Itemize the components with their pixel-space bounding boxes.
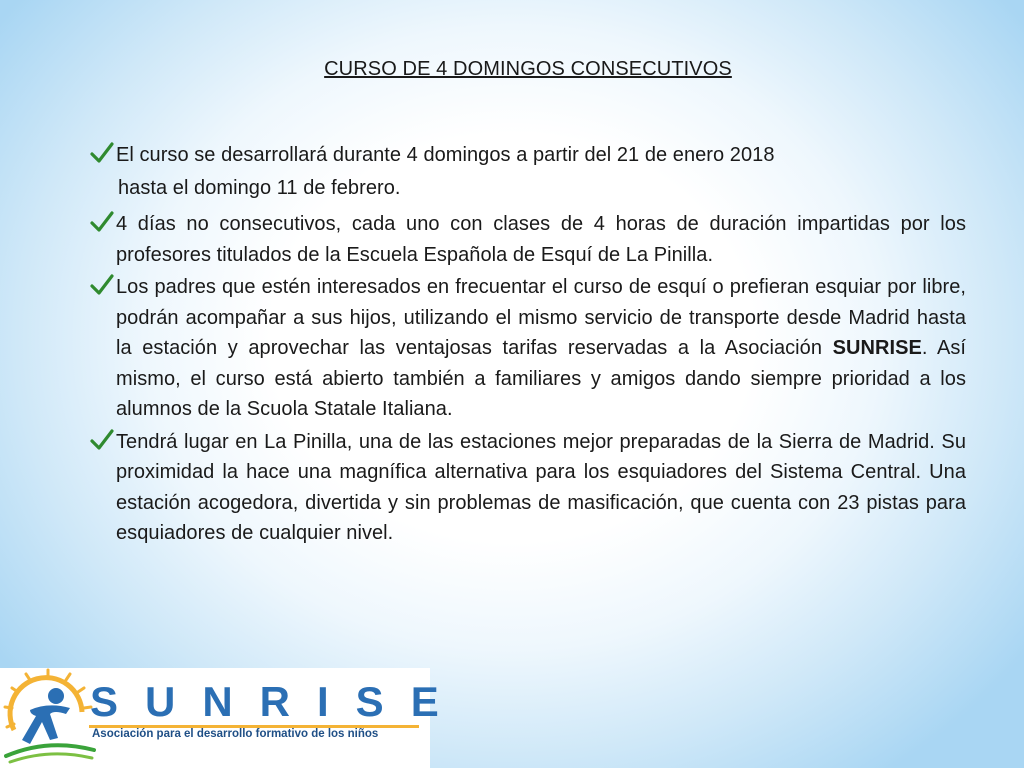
bullet-continuation: hasta el domingo 11 de febrero.	[118, 176, 401, 199]
logo-wordmark: SUNRISE	[90, 678, 466, 725]
checkmark-icon	[90, 142, 114, 164]
bullet-text: Tendrá lugar en La Pinilla, una de las estaciones mejor preparadas de la Sierra de Madrid. Su proximidad la hace una magnífica alternativa para los esquiadores del Sistema Central. Una estación acogedora, divertida y sin problemas de masificación, que cuenta con 23 pistas para esquiadores de cualquier nivel.	[116, 430, 966, 544]
bullet-list	[90, 140, 966, 551]
bullet-text: 4 días no consecutivos, cada uno con clases de 4 horas de duración impartidas por los profesores titulados de la Escuela Española de Esquí de La Pinilla.	[116, 213, 966, 266]
bullet-item	[90, 209, 966, 270]
sun-child-icon	[0, 668, 96, 764]
checkmark-icon	[90, 211, 114, 233]
checkmark-icon	[90, 274, 114, 296]
bullet-text: El curso se desarrollará durante 4 domingos a partir del 21 de enero 2018	[116, 144, 775, 166]
bullet-text-part: Los padres que estén interesados en frecuentar el curso de esquí o prefieran esquiar por libre, podrán acompañar a sus hijos, utilizando el mismo servicio de transporte desde Madrid hasta la estación y aprovechar las ventajosas tarifas reservadas a la Asociación	[116, 276, 966, 359]
bullet-item	[90, 427, 966, 549]
logo-tagline: Asociación para el desarrollo formativo de los niños	[92, 728, 379, 740]
bullet-item	[90, 140, 966, 171]
bullet-text	[116, 276, 966, 420]
bullet-text-part: . Así mismo, el curso está abierto también a familiares y amigos dando siempre prioridad a los alumnos de la Scuola Statale Italiana.	[116, 337, 967, 420]
slide-title: CURSO DE 4 DOMINGOS CONSECUTIVOS	[324, 58, 732, 80]
bullet-item	[90, 272, 966, 425]
bullet-text-bold: SUNRISE	[832, 337, 922, 359]
checkmark-icon	[90, 429, 114, 451]
